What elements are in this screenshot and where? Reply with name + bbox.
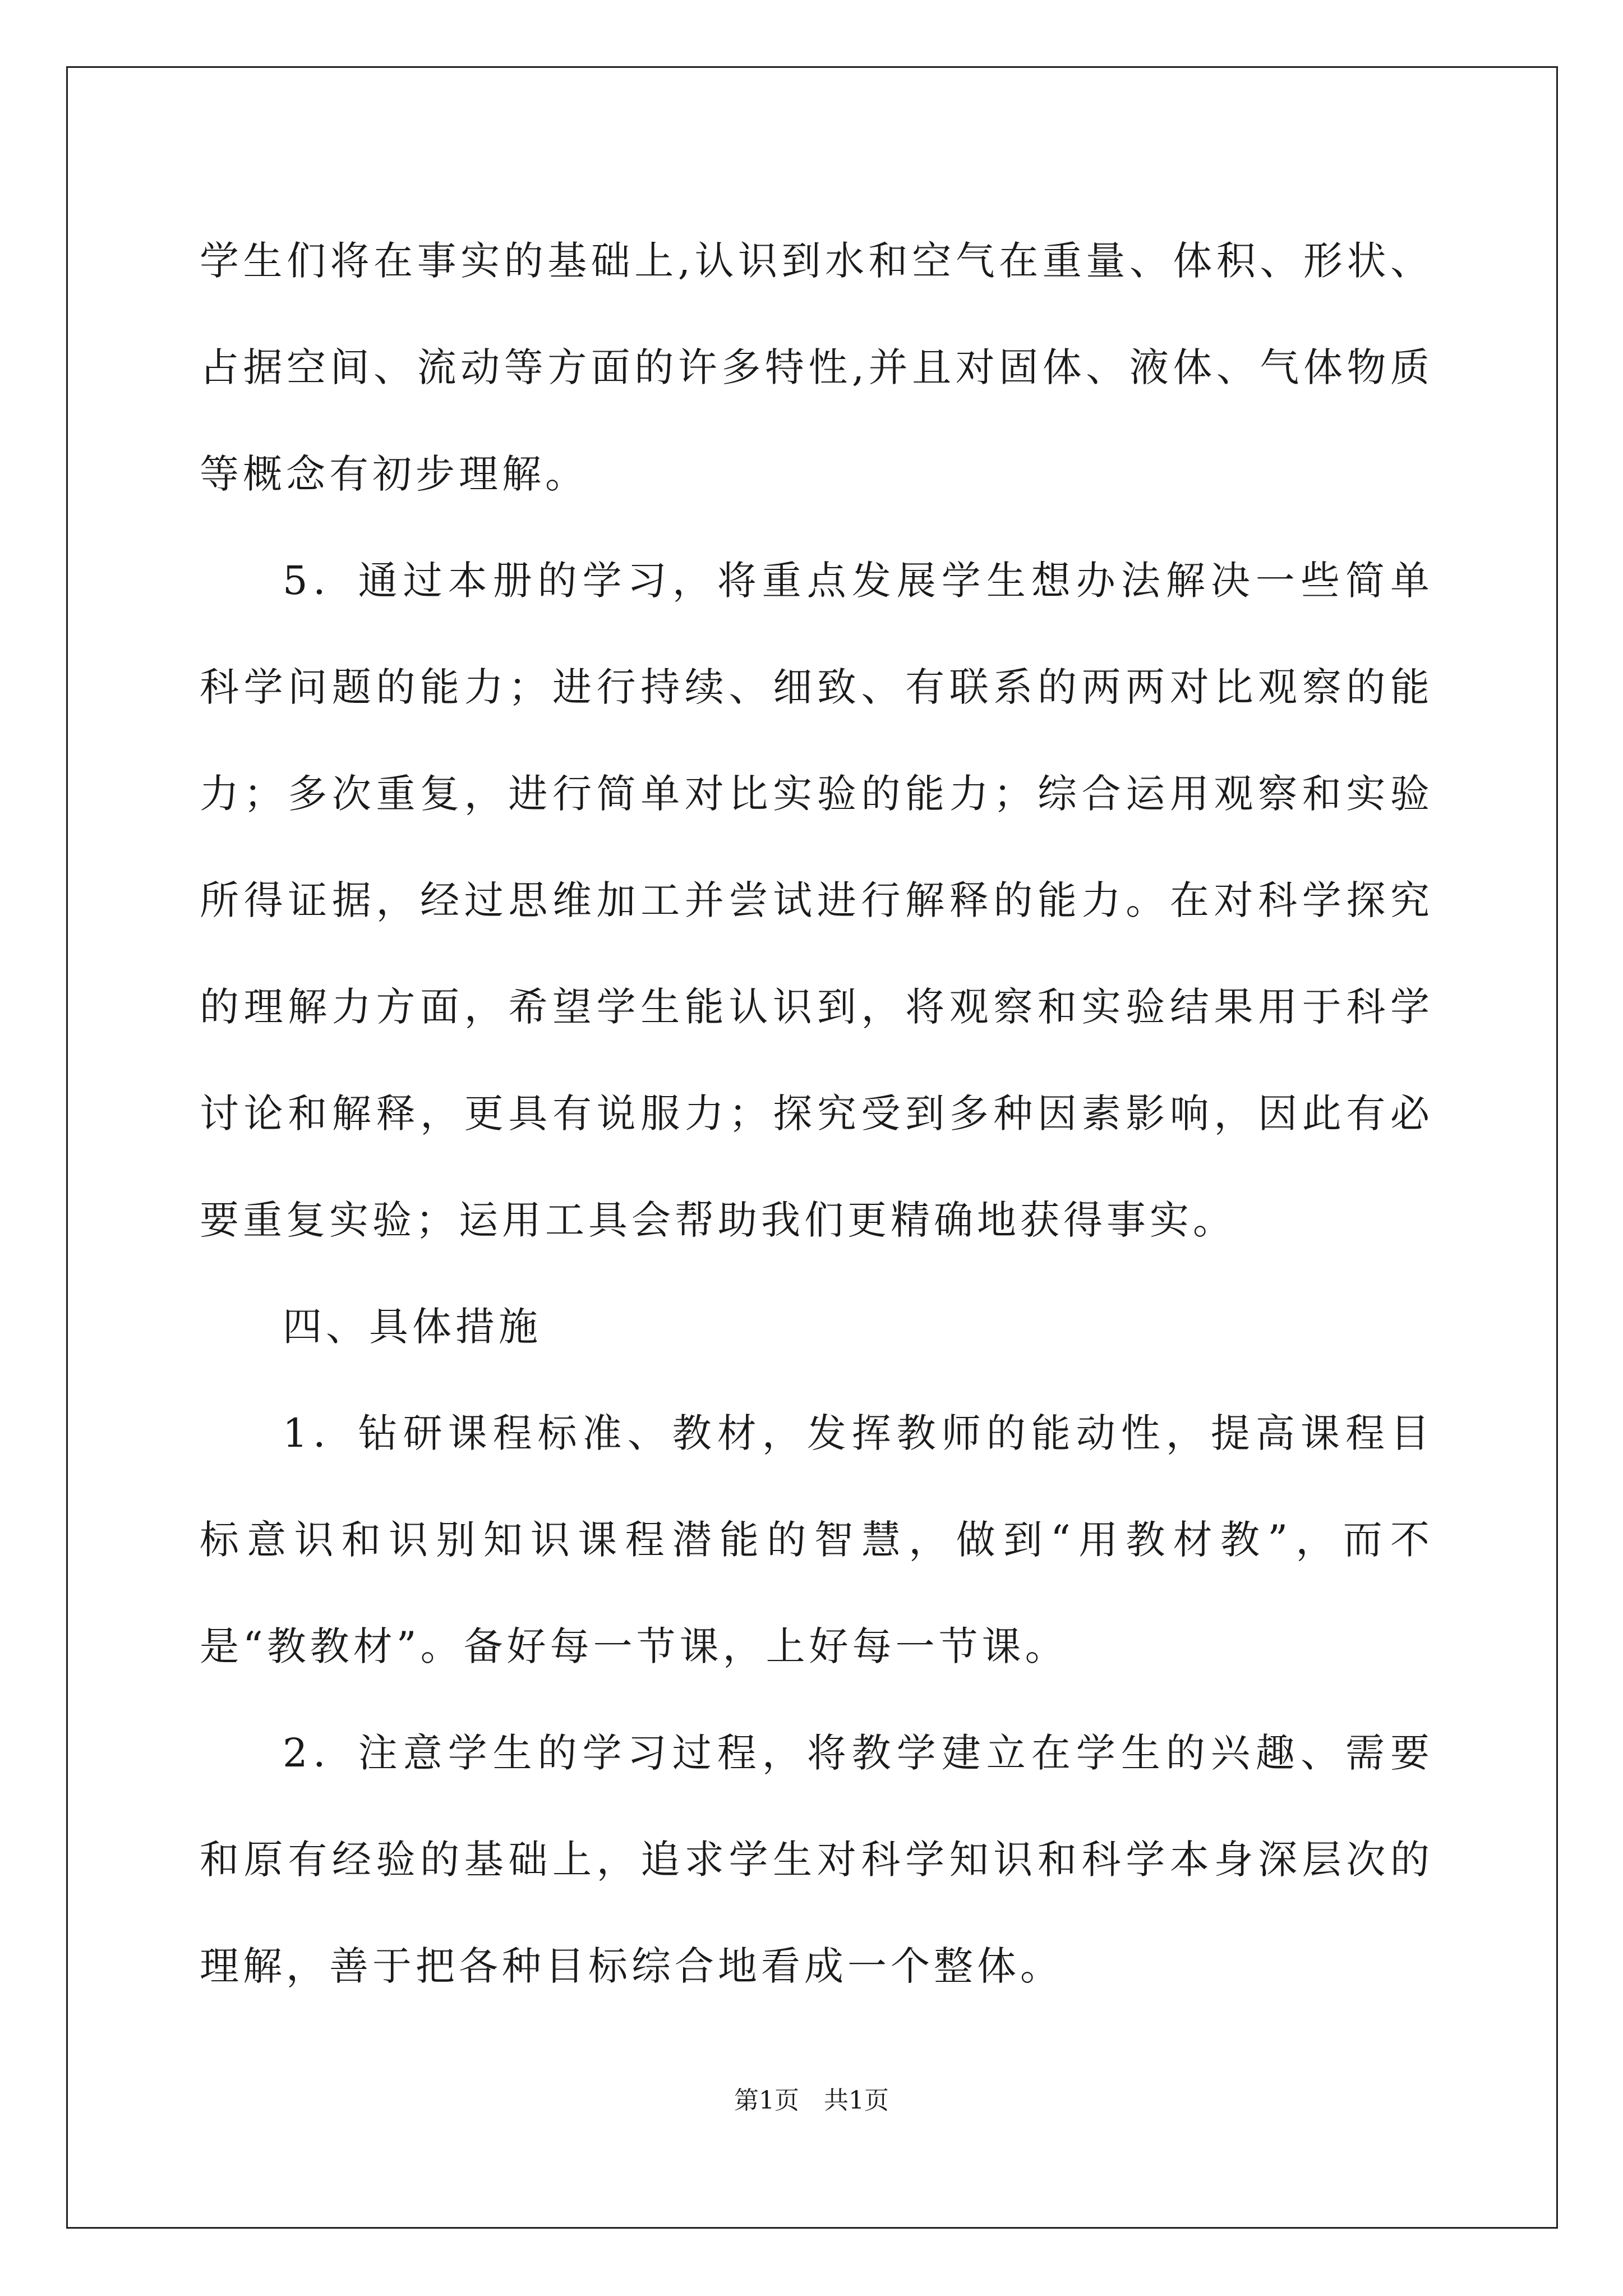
section-heading-measures: 四、具体措施	[283, 1304, 542, 1350]
paragraph-measure-2: 2．注意学生的学习过程，将教学建立在学生的兴趣、需要和原有经验的基础上，追求学生对科学知识和科学本身深层次的理解，善于把各种目标综合地看成一个整体。	[200, 1730, 1433, 1989]
paragraph-measure-1: 1．钻研课程标准、教材，发挥教师的能动性，提高课程目标意识和识别知识课程潜能的智慧，做到“用教材教”，而不是“教教材”。备好每一节课，上好每一节课。	[200, 1410, 1433, 1669]
page-number-footer: 第1页 共1页	[734, 2086, 889, 2115]
paragraph-continuation: 学生们将在事实的基础上,认识到水和空气在重量、体积、形状、占据空间、流动等方面的许多特性,并且对固体、液体、气体物质等概念有初步理解。	[200, 238, 1433, 497]
paragraph-item-5: 5．通过本册的学习，将重点发展学生想办法解决一些简单科学问题的能力；进行持续、细致、有联系的两两对比观察的能力；多次重复，进行简单对比实验的能力；综合运用观察和实验所得证据，经过思维加工并尝试进行解释的能力。在对科学探究的理解力方面，希望学生能认识到，将观察和实验结果用于科学讨论和解释，更具有说服力；探究受到多种因素影响，因此有必要重复实验；运用工具会帮助我们更精确地获得事实。	[200, 558, 1433, 1243]
document-body	[200, 208, 1433, 2019]
